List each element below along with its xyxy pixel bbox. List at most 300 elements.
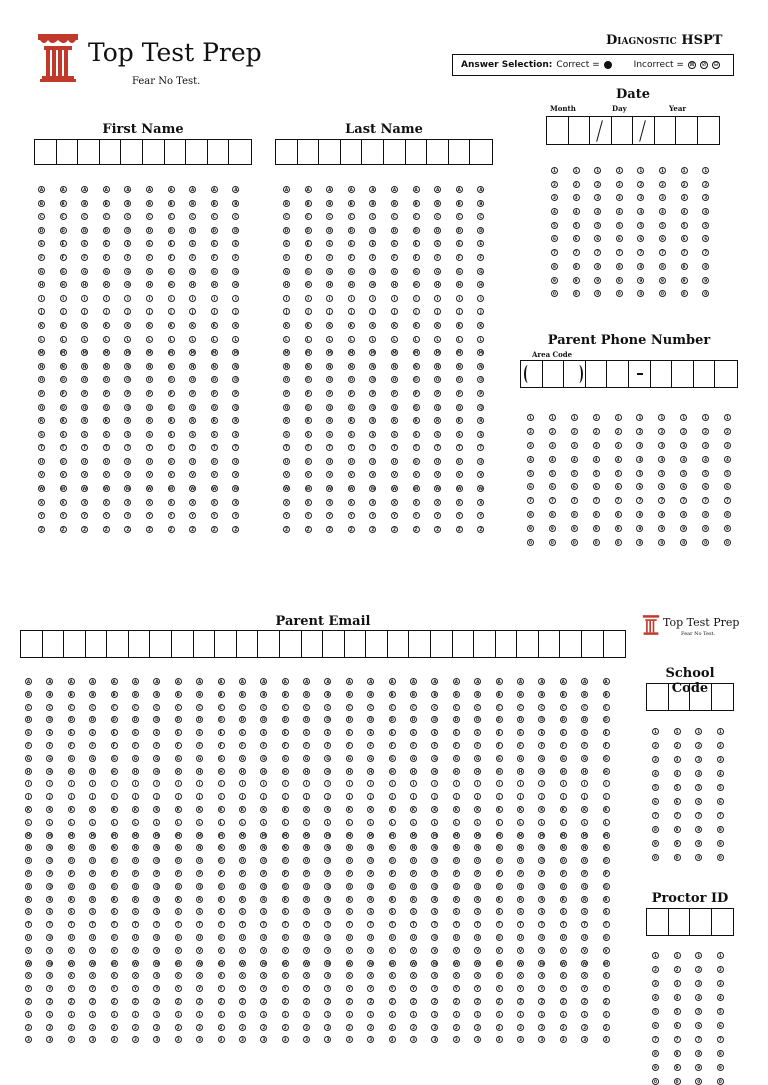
answer-bubble[interactable]: 3 <box>549 442 556 449</box>
answer-bubble[interactable]: 1 <box>367 1011 374 1018</box>
answer-bubble[interactable]: F <box>153 742 160 749</box>
entry-box[interactable] <box>121 140 143 164</box>
answer-bubble[interactable]: X <box>219 973 223 979</box>
entry-box[interactable] <box>604 631 626 657</box>
answer-bubble[interactable]: C <box>540 704 544 710</box>
answer-bubble[interactable]: S <box>518 909 522 915</box>
answer-bubble[interactable]: Y <box>212 513 216 519</box>
answer-bubble[interactable]: N <box>435 363 440 369</box>
answer-bubble[interactable]: N <box>169 363 173 369</box>
answer-bubble[interactable]: Y <box>283 986 287 992</box>
answer-bubble[interactable]: B <box>604 691 608 697</box>
answer-bubble[interactable]: H <box>411 768 416 774</box>
answer-bubble[interactable]: Y <box>191 513 195 519</box>
answer-bubble[interactable]: R <box>436 418 440 424</box>
answer-bubble[interactable]: Q <box>190 404 195 410</box>
answer-bubble[interactable]: T <box>168 444 175 451</box>
answer-bubble[interactable]: 6 <box>637 235 644 242</box>
answer-bubble[interactable]: A <box>433 679 437 684</box>
answer-bubble[interactable]: 2 <box>517 1024 524 1031</box>
answer-bubble[interactable]: L <box>211 336 218 343</box>
answer-bubble[interactable]: O <box>190 377 195 383</box>
answer-bubble[interactable]: G <box>190 268 195 274</box>
answer-bubble[interactable]: K <box>326 806 330 812</box>
answer-bubble[interactable]: 5 <box>681 222 688 229</box>
answer-bubble[interactable]: C <box>392 214 396 220</box>
answer-bubble[interactable]: C <box>61 214 65 220</box>
answer-bubble[interactable]: Y <box>454 986 458 992</box>
answer-bubble[interactable]: M <box>413 350 419 356</box>
answer-bubble[interactable]: J <box>474 793 481 800</box>
answer-bubble[interactable]: O <box>39 377 44 383</box>
answer-bubble[interactable]: Z <box>198 998 202 1004</box>
answer-bubble[interactable]: K <box>69 806 73 812</box>
answer-bubble[interactable]: P <box>61 390 65 396</box>
answer-bubble[interactable]: C <box>476 704 480 710</box>
answer-bubble[interactable]: A <box>284 187 289 192</box>
answer-bubble[interactable]: Z <box>392 526 396 532</box>
answer-bubble[interactable]: Z <box>518 998 522 1004</box>
answer-bubble[interactable]: M <box>454 832 459 838</box>
answer-bubble[interactable]: 3 <box>659 194 666 201</box>
answer-bubble[interactable]: O <box>147 377 152 383</box>
answer-bubble[interactable]: V <box>147 472 152 478</box>
answer-bubble[interactable]: 0 <box>695 854 702 861</box>
answer-bubble[interactable]: K <box>48 806 52 812</box>
answer-bubble[interactable]: P <box>284 390 289 396</box>
answer-bubble[interactable]: 3 <box>695 980 702 987</box>
answer-bubble[interactable]: Y <box>240 986 244 992</box>
answer-bubble[interactable]: T <box>196 921 203 928</box>
answer-bubble[interactable]: 0 <box>616 290 623 297</box>
answer-bubble[interactable]: O <box>371 377 375 383</box>
answer-bubble[interactable]: U <box>104 458 108 464</box>
answer-bubble[interactable]: X <box>390 973 394 979</box>
answer-bubble[interactable]: S <box>347 909 351 915</box>
answer-bubble[interactable]: 0 <box>680 539 687 546</box>
answer-bubble[interactable]: C <box>479 214 483 220</box>
answer-bubble[interactable]: 8 <box>717 826 724 833</box>
answer-bubble[interactable]: E <box>305 240 312 247</box>
answer-bubble[interactable]: U <box>306 458 310 464</box>
answer-bubble[interactable]: 3 <box>551 194 558 201</box>
answer-bubble[interactable]: 5 <box>652 1008 659 1015</box>
entry-box[interactable] <box>560 631 582 657</box>
answer-bubble[interactable]: E <box>326 240 333 247</box>
answer-bubble[interactable]: S <box>91 909 95 915</box>
answer-bubble[interactable]: B <box>414 200 418 206</box>
answer-bubble[interactable]: L <box>326 336 333 343</box>
answer-bubble[interactable]: W <box>211 486 217 492</box>
answer-bubble[interactable]: 8 <box>571 511 578 518</box>
answer-bubble[interactable]: 5 <box>616 222 623 229</box>
answer-bubble[interactable]: I <box>581 780 588 787</box>
answer-bubble[interactable]: R <box>411 896 416 902</box>
answer-bubble[interactable]: W <box>284 486 289 492</box>
answer-bubble[interactable]: X <box>91 973 95 979</box>
answer-bubble[interactable]: X <box>304 973 309 979</box>
answer-bubble[interactable]: 2 <box>680 428 687 435</box>
answer-bubble[interactable]: T <box>103 444 110 451</box>
entry-box[interactable] <box>208 140 230 164</box>
answer-bubble[interactable]: G <box>61 268 65 274</box>
answer-bubble[interactable]: X <box>39 499 44 505</box>
answer-bubble[interactable]: T <box>175 921 182 928</box>
answer-bubble[interactable]: 0 <box>652 1078 659 1085</box>
answer-bubble[interactable]: 1 <box>658 414 665 421</box>
answer-bubble[interactable]: 1 <box>702 414 709 421</box>
answer-bubble[interactable]: A <box>126 187 130 192</box>
answer-bubble[interactable]: T <box>211 444 218 451</box>
answer-bubble[interactable]: H <box>349 282 354 288</box>
answer-bubble[interactable]: S <box>436 431 440 437</box>
answer-bubble[interactable]: V <box>212 472 216 478</box>
answer-bubble[interactable]: Z <box>26 998 31 1004</box>
answer-bubble[interactable]: 7 <box>571 497 578 504</box>
parent-email-boxes[interactable] <box>20 630 626 658</box>
answer-bubble[interactable]: Z <box>328 526 332 532</box>
answer-bubble[interactable]: 9 <box>695 1064 702 1071</box>
answer-bubble[interactable]: L <box>103 336 110 343</box>
answer-bubble[interactable]: V <box>91 947 95 953</box>
answer-bubble[interactable]: J <box>305 308 312 315</box>
answer-bubble[interactable]: J <box>326 308 333 315</box>
answer-bubble[interactable]: 7 <box>724 497 731 504</box>
answer-bubble[interactable]: L <box>538 819 545 826</box>
answer-bubble[interactable]: P <box>414 390 418 396</box>
answer-bubble[interactable]: S <box>457 431 461 437</box>
answer-bubble[interactable]: J <box>389 793 396 800</box>
answer-bubble[interactable]: 4 <box>616 208 623 215</box>
answer-bubble[interactable]: Z <box>284 526 289 532</box>
answer-bubble[interactable]: J <box>560 793 567 800</box>
answer-bubble[interactable]: V <box>284 472 289 478</box>
answer-bubble[interactable]: I <box>413 295 420 302</box>
answer-bubble[interactable]: R <box>349 418 353 424</box>
answer-bubble[interactable]: B <box>326 691 330 697</box>
answer-bubble[interactable]: A <box>436 187 440 192</box>
answer-bubble[interactable]: 2 <box>132 1024 139 1031</box>
answer-bubble[interactable]: 6 <box>636 483 643 490</box>
answer-bubble[interactable]: L <box>189 336 196 343</box>
answer-bubble[interactable]: I <box>603 780 610 787</box>
entry-box[interactable] <box>345 631 367 657</box>
entry-box[interactable] <box>629 361 651 387</box>
entry-box[interactable] <box>388 631 410 657</box>
answer-bubble[interactable]: T <box>124 444 131 451</box>
answer-bubble[interactable]: H <box>234 282 238 288</box>
answer-bubble[interactable]: Y <box>147 513 151 519</box>
answer-bubble[interactable]: U <box>392 458 397 464</box>
answer-bubble[interactable]: K <box>414 322 418 328</box>
answer-bubble[interactable]: T <box>324 921 331 928</box>
answer-bubble[interactable]: 3 <box>431 1036 438 1043</box>
answer-bubble[interactable]: Q <box>126 404 130 410</box>
answer-bubble[interactable]: 5 <box>527 470 534 477</box>
answer-bubble[interactable]: K <box>169 322 173 328</box>
answer-bubble[interactable]: V <box>176 947 180 953</box>
answer-bubble[interactable]: E <box>517 729 524 736</box>
answer-bubble[interactable]: E <box>38 240 45 247</box>
answer-bubble[interactable]: K <box>392 322 397 328</box>
answer-bubble[interactable]: E <box>132 729 139 736</box>
answer-bubble[interactable]: Q <box>435 404 440 410</box>
answer-bubble[interactable]: 2 <box>636 428 643 435</box>
answer-bubble[interactable]: W <box>392 486 397 492</box>
answer-bubble[interactable]: 8 <box>702 511 709 518</box>
answer-bubble[interactable]: T <box>391 444 398 451</box>
answer-bubble[interactable]: G <box>104 268 108 274</box>
answer-bubble[interactable]: J <box>517 793 524 800</box>
answer-bubble[interactable]: Z <box>583 998 587 1004</box>
answer-bubble[interactable]: 7 <box>695 812 702 819</box>
answer-bubble[interactable]: N <box>457 363 461 369</box>
answer-bubble[interactable]: A <box>326 679 330 684</box>
answer-bubble[interactable]: K <box>155 806 159 812</box>
entry-box[interactable] <box>715 361 737 387</box>
answer-bubble[interactable]: G <box>133 755 138 761</box>
answer-bubble[interactable]: M <box>176 832 181 838</box>
answer-bubble[interactable]: S <box>26 909 31 915</box>
answer-bubble[interactable]: U <box>262 934 266 940</box>
answer-bubble[interactable]: 1 <box>68 1011 75 1018</box>
entry-box[interactable] <box>586 361 608 387</box>
answer-bubble[interactable]: T <box>239 921 246 928</box>
answer-bubble[interactable]: W <box>103 486 109 492</box>
answer-bubble[interactable]: E <box>474 729 481 736</box>
answer-bubble[interactable]: H <box>283 768 287 774</box>
answer-bubble[interactable]: L <box>453 819 460 826</box>
answer-bubble[interactable]: J <box>124 308 131 315</box>
answer-bubble[interactable]: N <box>326 845 330 851</box>
answer-bubble[interactable]: X <box>433 973 437 979</box>
answer-bubble[interactable]: L <box>496 819 503 826</box>
answer-bubble[interactable]: F <box>326 254 333 261</box>
answer-bubble[interactable]: C <box>390 704 394 710</box>
answer-bubble[interactable]: N <box>392 363 397 369</box>
answer-bubble[interactable]: Y <box>349 513 353 519</box>
answer-bubble[interactable]: T <box>348 444 355 451</box>
answer-bubble[interactable]: 8 <box>695 826 702 833</box>
answer-bubble[interactable]: 6 <box>695 1022 702 1029</box>
answer-bubble[interactable]: U <box>369 934 373 940</box>
answer-bubble[interactable]: R <box>457 418 461 424</box>
answer-bubble[interactable]: U <box>69 934 73 940</box>
answer-bubble[interactable]: Z <box>347 998 351 1004</box>
answer-bubble[interactable]: D <box>155 717 159 723</box>
answer-bubble[interactable]: A <box>497 679 501 684</box>
answer-bubble[interactable]: B <box>349 200 353 206</box>
answer-bubble[interactable]: F <box>68 742 75 749</box>
answer-bubble[interactable]: 7 <box>593 497 600 504</box>
answer-bubble[interactable]: L <box>581 819 588 826</box>
answer-bubble[interactable]: G <box>433 755 437 761</box>
answer-bubble[interactable]: Y <box>219 986 223 992</box>
answer-bubble[interactable]: Q <box>147 404 152 410</box>
answer-bubble[interactable]: D <box>371 227 375 233</box>
answer-bubble[interactable]: X <box>83 499 87 505</box>
answer-bubble[interactable]: D <box>39 227 44 233</box>
answer-bubble[interactable]: C <box>234 214 238 220</box>
answer-bubble[interactable]: 2 <box>346 1024 353 1031</box>
answer-bubble[interactable]: V <box>369 947 373 953</box>
answer-bubble[interactable]: V <box>604 947 608 953</box>
answer-bubble[interactable]: 7 <box>717 1036 724 1043</box>
answer-bubble[interactable]: I <box>389 780 396 787</box>
answer-bubble[interactable]: 9 <box>594 277 601 284</box>
answer-bubble[interactable]: A <box>48 679 52 684</box>
answer-bubble[interactable]: 3 <box>346 1036 353 1043</box>
answer-bubble[interactable]: M <box>212 350 217 356</box>
answer-bubble[interactable]: 1 <box>196 1011 203 1018</box>
entry-box[interactable] <box>453 631 475 657</box>
answer-bubble[interactable]: U <box>411 934 416 940</box>
answer-bubble[interactable]: W <box>475 960 481 966</box>
answer-bubble[interactable]: A <box>219 679 223 684</box>
answer-bubble[interactable]: O <box>497 858 501 864</box>
answer-bubble[interactable]: 3 <box>153 1036 160 1043</box>
answer-bubble[interactable]: E <box>410 729 417 736</box>
answer-bubble[interactable]: X <box>283 973 287 979</box>
answer-bubble[interactable]: P <box>48 870 52 876</box>
answer-bubble[interactable]: A <box>212 187 216 192</box>
answer-bubble[interactable]: 1 <box>603 1011 610 1018</box>
answer-bubble[interactable]: D <box>475 717 480 723</box>
answer-bubble[interactable]: N <box>349 363 354 369</box>
answer-bubble[interactable]: 2 <box>260 1024 267 1031</box>
answer-bubble[interactable]: B <box>518 691 523 697</box>
answer-bubble[interactable]: D <box>126 227 130 233</box>
answer-bubble[interactable]: Z <box>61 526 65 532</box>
answer-bubble[interactable]: 1 <box>389 1011 396 1018</box>
answer-bubble[interactable]: S <box>104 431 108 437</box>
answer-bubble[interactable]: A <box>540 679 544 684</box>
answer-bubble[interactable]: Q <box>475 883 480 889</box>
answer-bubble[interactable]: Z <box>126 526 130 532</box>
answer-bubble[interactable]: V <box>411 947 416 953</box>
answer-bubble[interactable]: I <box>303 780 310 787</box>
answer-bubble[interactable]: Y <box>306 513 310 519</box>
answer-bubble[interactable]: V <box>240 947 245 953</box>
answer-bubble[interactable]: G <box>48 755 52 761</box>
answer-bubble[interactable]: R <box>61 418 65 424</box>
answer-bubble[interactable]: I <box>38 295 45 302</box>
answer-bubble[interactable]: W <box>133 960 138 966</box>
answer-bubble[interactable]: I <box>477 295 484 302</box>
answer-bubble[interactable]: 1 <box>496 1011 503 1018</box>
answer-bubble[interactable]: 6 <box>659 235 666 242</box>
answer-bubble[interactable]: 6 <box>658 483 665 490</box>
answer-bubble[interactable]: L <box>517 819 524 826</box>
answer-bubble[interactable]: P <box>212 390 216 396</box>
answer-bubble[interactable]: E <box>581 729 588 736</box>
answer-bubble[interactable]: P <box>112 870 116 876</box>
answer-bubble[interactable]: A <box>476 679 480 684</box>
answer-bubble[interactable]: 3 <box>239 1036 246 1043</box>
answer-bubble[interactable]: B <box>48 691 52 697</box>
answer-bubble[interactable]: 0 <box>674 854 681 861</box>
answer-bubble[interactable]: C <box>349 214 353 220</box>
answer-bubble[interactable]: F <box>175 742 182 749</box>
answer-bubble[interactable]: M <box>26 832 31 838</box>
answer-bubble[interactable]: Q <box>112 883 116 889</box>
answer-bubble[interactable]: I <box>211 295 218 302</box>
answer-bubble[interactable]: U <box>90 934 95 940</box>
answer-bubble[interactable]: Q <box>479 404 483 410</box>
answer-bubble[interactable]: 6 <box>681 235 688 242</box>
answer-bubble[interactable]: W <box>125 486 131 492</box>
answer-bubble[interactable]: Q <box>540 883 544 889</box>
answer-bubble[interactable]: 8 <box>573 263 580 270</box>
answer-bubble[interactable]: B <box>304 691 309 697</box>
entry-box[interactable] <box>172 631 194 657</box>
answer-bubble[interactable]: 7 <box>636 497 643 504</box>
answer-bubble[interactable]: Q <box>518 883 523 889</box>
answer-bubble[interactable]: 0 <box>717 854 724 861</box>
answer-bubble[interactable]: O <box>284 377 289 383</box>
answer-bubble[interactable]: 4 <box>702 208 709 215</box>
answer-bubble[interactable]: M <box>390 832 395 838</box>
answer-bubble[interactable]: D <box>61 227 65 233</box>
answer-bubble[interactable]: 6 <box>724 483 731 490</box>
answer-bubble[interactable]: 9 <box>593 525 600 532</box>
answer-bubble[interactable]: X <box>479 499 483 505</box>
answer-bubble[interactable]: S <box>583 909 587 915</box>
answer-bubble[interactable]: 1 <box>527 414 534 421</box>
answer-bubble[interactable]: X <box>476 973 480 979</box>
answer-bubble[interactable]: X <box>212 499 216 505</box>
answer-bubble[interactable]: S <box>219 909 223 915</box>
answer-bubble[interactable]: J <box>132 793 139 800</box>
answer-bubble[interactable]: K <box>436 322 440 328</box>
answer-bubble[interactable]: X <box>328 499 332 505</box>
answer-bubble[interactable]: L <box>324 819 331 826</box>
answer-bubble[interactable]: 2 <box>453 1024 460 1031</box>
answer-bubble[interactable]: H <box>304 768 309 774</box>
answer-bubble[interactable]: A <box>69 679 73 684</box>
answer-bubble[interactable]: E <box>346 729 353 736</box>
answer-bubble[interactable]: Z <box>540 998 544 1004</box>
answer-bubble[interactable]: 7 <box>702 249 709 256</box>
answer-bubble[interactable]: 8 <box>652 826 659 833</box>
answer-bubble[interactable]: M <box>197 832 202 838</box>
answer-bubble[interactable]: Z <box>433 998 437 1004</box>
answer-bubble[interactable]: O <box>104 377 109 383</box>
answer-bubble[interactable]: G <box>176 755 180 761</box>
answer-bubble[interactable]: 8 <box>724 511 731 518</box>
answer-bubble[interactable]: Z <box>219 998 223 1004</box>
answer-bubble[interactable]: Q <box>176 883 181 889</box>
answer-bubble[interactable]: M <box>457 350 462 356</box>
answer-bubble[interactable]: J <box>282 793 289 800</box>
answer-bubble[interactable]: 5 <box>717 784 724 791</box>
answer-bubble[interactable]: 4 <box>717 770 724 777</box>
answer-bubble[interactable]: E <box>168 240 175 247</box>
answer-bubble[interactable]: D <box>411 717 416 723</box>
answer-bubble[interactable]: P <box>349 390 353 396</box>
answer-bubble[interactable]: M <box>125 350 130 356</box>
answer-bubble[interactable]: I <box>410 780 417 787</box>
answer-bubble[interactable]: O <box>475 858 480 864</box>
answer-bubble[interactable]: V <box>457 472 461 478</box>
answer-bubble[interactable]: H <box>454 768 459 774</box>
answer-bubble[interactable]: C <box>169 214 173 220</box>
answer-bubble[interactable]: H <box>368 768 373 774</box>
answer-bubble[interactable]: 7 <box>680 497 687 504</box>
entry-box[interactable] <box>384 140 406 164</box>
answer-bubble[interactable]: N <box>371 363 375 369</box>
answer-bubble[interactable]: X <box>133 973 138 979</box>
